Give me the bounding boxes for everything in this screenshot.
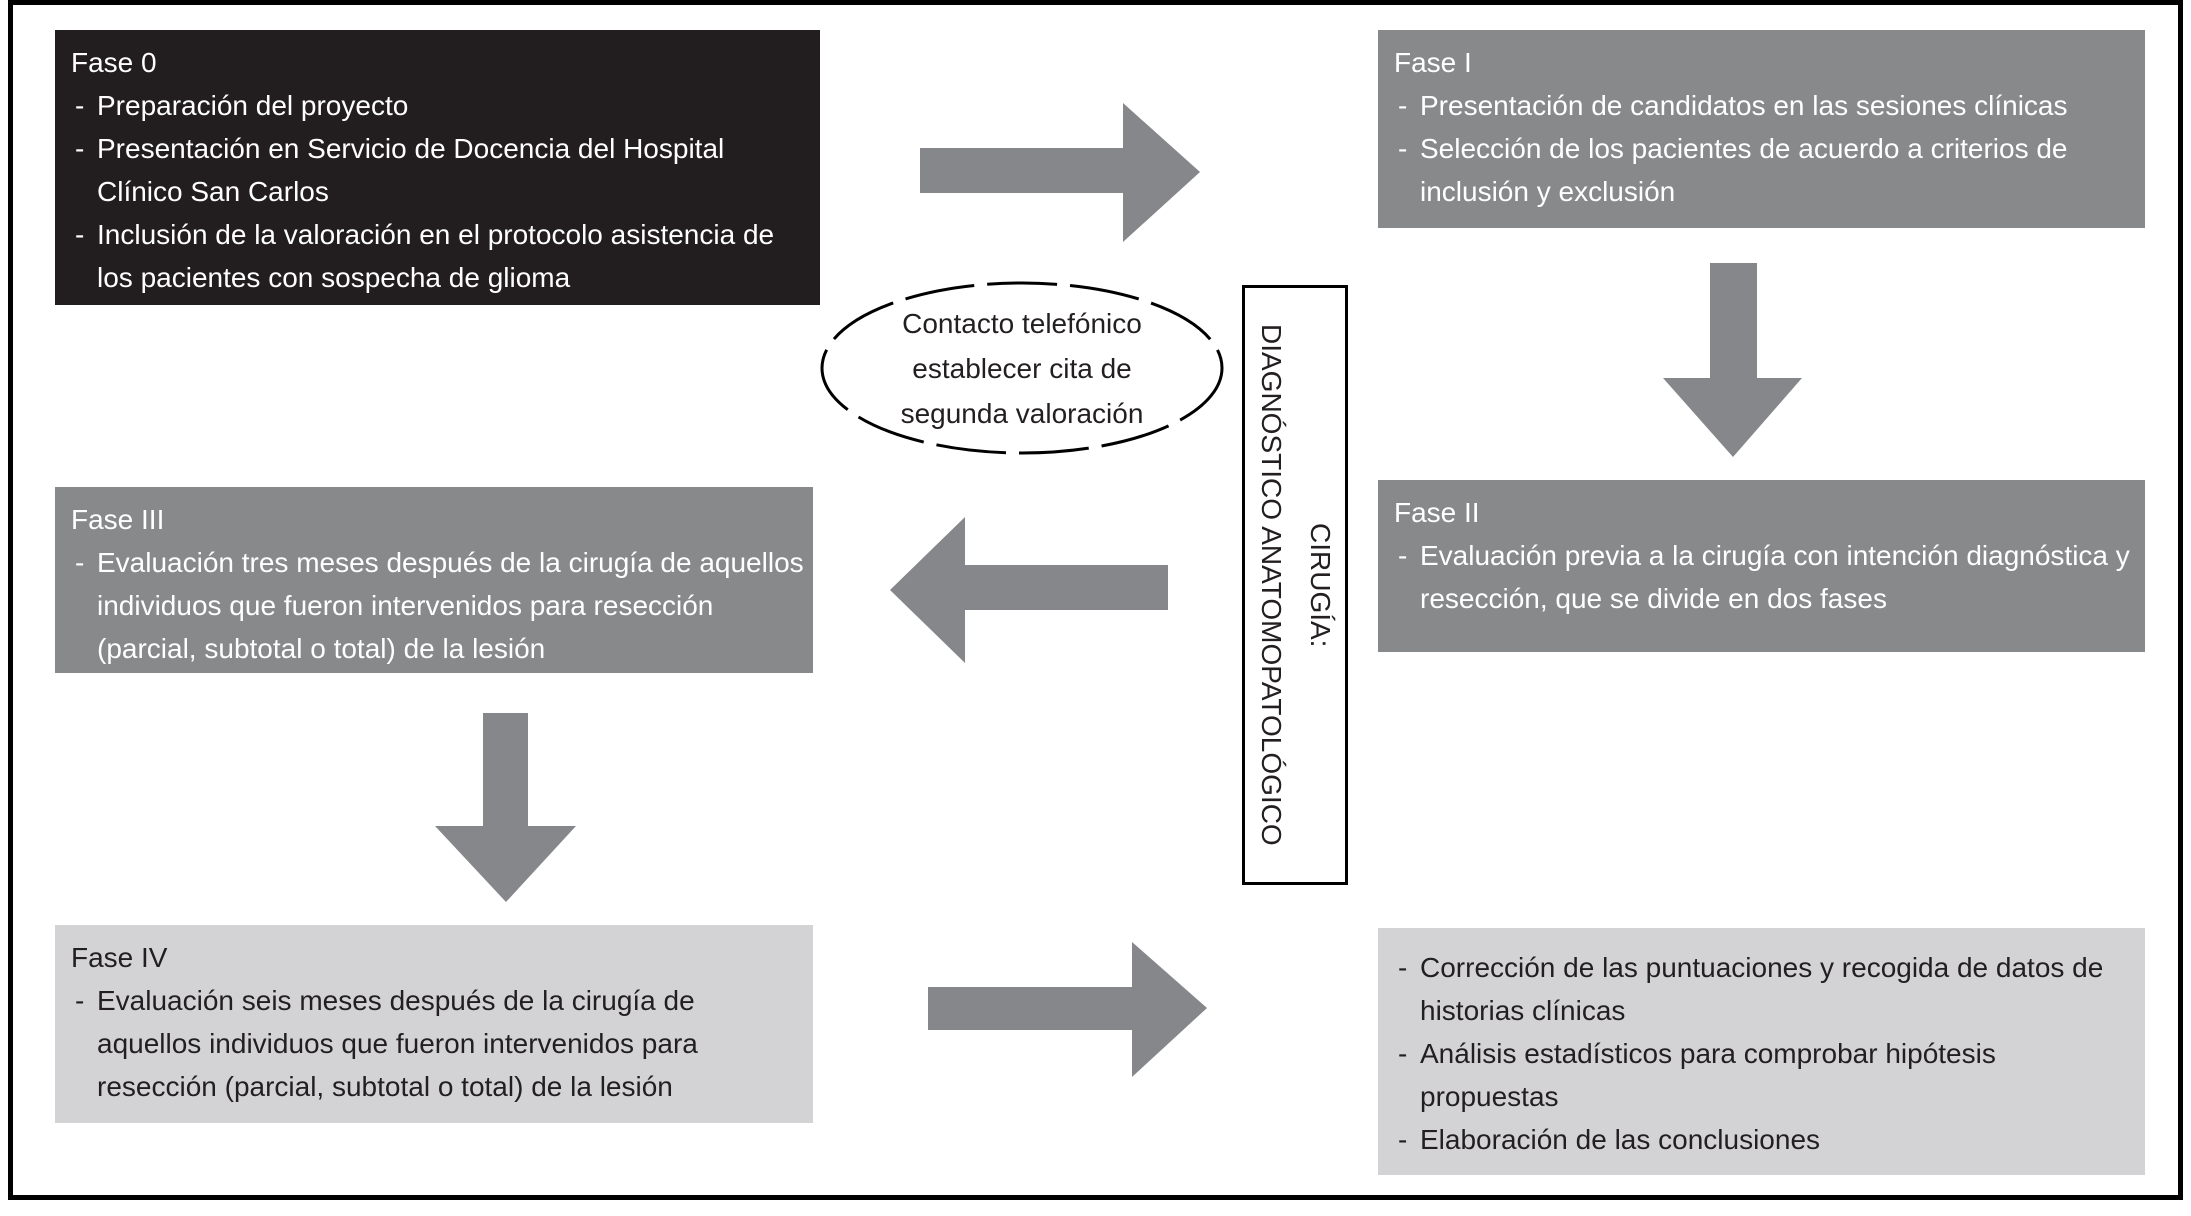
bullet-dash: - bbox=[75, 219, 85, 250]
bullet-dash: - bbox=[75, 133, 85, 164]
arrow-down-fase1-to-fase2-icon bbox=[1663, 263, 1802, 457]
fase-0-title: Fase 0 bbox=[71, 47, 157, 78]
bullet-dash: - bbox=[1398, 540, 1408, 571]
list-item bbox=[71, 127, 812, 213]
list-item bbox=[1394, 84, 2137, 127]
list-item bbox=[71, 541, 805, 670]
final-tasks-items bbox=[1394, 946, 2137, 1161]
surgery-box bbox=[1242, 285, 1348, 885]
list-item bbox=[1394, 946, 2137, 1032]
fase-0-items bbox=[71, 84, 812, 299]
list-item-text: Corrección de las puntuaciones y recogida de datos de historias clínicas bbox=[1420, 951, 2104, 1026]
fase-3-items bbox=[71, 541, 805, 670]
fase-1-title: Fase I bbox=[1394, 47, 1472, 78]
fase-1-items bbox=[1394, 84, 2137, 213]
list-item-text: Inclusión de la valoración en el protocolo asistencia de los pacientes con sospecha de glioma bbox=[97, 219, 775, 293]
contact-ellipse-label bbox=[842, 293, 1202, 443]
arrow-left-fase2-to-fase3-icon bbox=[890, 517, 1168, 663]
fase-3-title: Fase III bbox=[71, 504, 165, 535]
list-item bbox=[1394, 127, 2137, 213]
surgery-label-line: DIAGNÓSTICO ANATOMOPATOLÓGICO bbox=[1256, 324, 1287, 846]
fase-1-box bbox=[1378, 30, 2145, 228]
arrow-right-fase0-to-fase1-icon bbox=[920, 103, 1200, 242]
ellipse-line: Contacto telefónico bbox=[902, 307, 1142, 339]
final-tasks-box bbox=[1378, 928, 2145, 1175]
bullet-dash: - bbox=[1398, 1123, 1408, 1155]
surgery-label bbox=[1245, 288, 1345, 882]
bullet-dash: - bbox=[1398, 133, 1408, 164]
bullet-dash: - bbox=[1398, 90, 1408, 121]
list-item bbox=[1394, 1118, 2137, 1161]
fase-4-title: Fase IV bbox=[71, 942, 168, 973]
fase-2-box bbox=[1378, 480, 2145, 652]
bullet-dash: - bbox=[1398, 1037, 1408, 1069]
bullet-dash: - bbox=[75, 90, 85, 121]
list-item-text: Análisis estadísticos para comprobar hipótesis propuestas bbox=[1420, 1037, 1996, 1112]
list-item bbox=[71, 979, 805, 1108]
list-item-text: Presentación en Servicio de Docencia del Hospital Clínico San Carlos bbox=[97, 133, 725, 207]
bullet-dash: - bbox=[75, 985, 85, 1016]
surgery-label-line: CIRUGÍA: bbox=[1305, 522, 1336, 648]
fase-4-items bbox=[71, 979, 805, 1108]
list-item-text: Presentación de candidatos en las sesiones clínicas bbox=[1420, 90, 2068, 121]
list-item-text: Evaluación previa a la cirugía con intención diagnóstica y resección, que se divide en dos fases bbox=[1420, 540, 2130, 614]
fase-3-box bbox=[55, 487, 813, 673]
bullet-dash: - bbox=[1398, 951, 1408, 983]
list-item-text: Preparación del proyecto bbox=[97, 90, 409, 121]
list-item-text: Elaboración de las conclusiones bbox=[1420, 1123, 1821, 1155]
arrow-right-fase4-to-final-icon bbox=[928, 942, 1207, 1077]
list-item-text: Evaluación tres meses después de la cirugía de aquellos individuos que fueron intervenidos para resección (parcial, subtotal o total) de la lesión bbox=[97, 547, 804, 664]
arrow-down-fase3-to-fase4-icon bbox=[435, 713, 576, 902]
ellipse-line: segunda valoración bbox=[900, 397, 1144, 429]
list-item bbox=[71, 213, 812, 299]
list-item-text: Selección de los pacientes de acuerdo a criterios de inclusión y exclusión bbox=[1420, 133, 2068, 207]
list-item-text: Evaluación seis meses después de la cirugía de aquellos individuos que fueron intervenidos para resección (parcial, subtotal o total) de la lesión bbox=[97, 985, 698, 1102]
fase-4-box bbox=[55, 925, 813, 1123]
fase-0-box bbox=[55, 30, 820, 305]
fase-2-items bbox=[1394, 534, 2137, 620]
bullet-dash: - bbox=[75, 547, 85, 578]
list-item bbox=[71, 84, 812, 127]
fase-2-title: Fase II bbox=[1394, 497, 1480, 528]
list-item bbox=[1394, 1032, 2137, 1118]
list-item bbox=[1394, 534, 2137, 620]
ellipse-line: establecer cita de bbox=[912, 352, 1132, 384]
